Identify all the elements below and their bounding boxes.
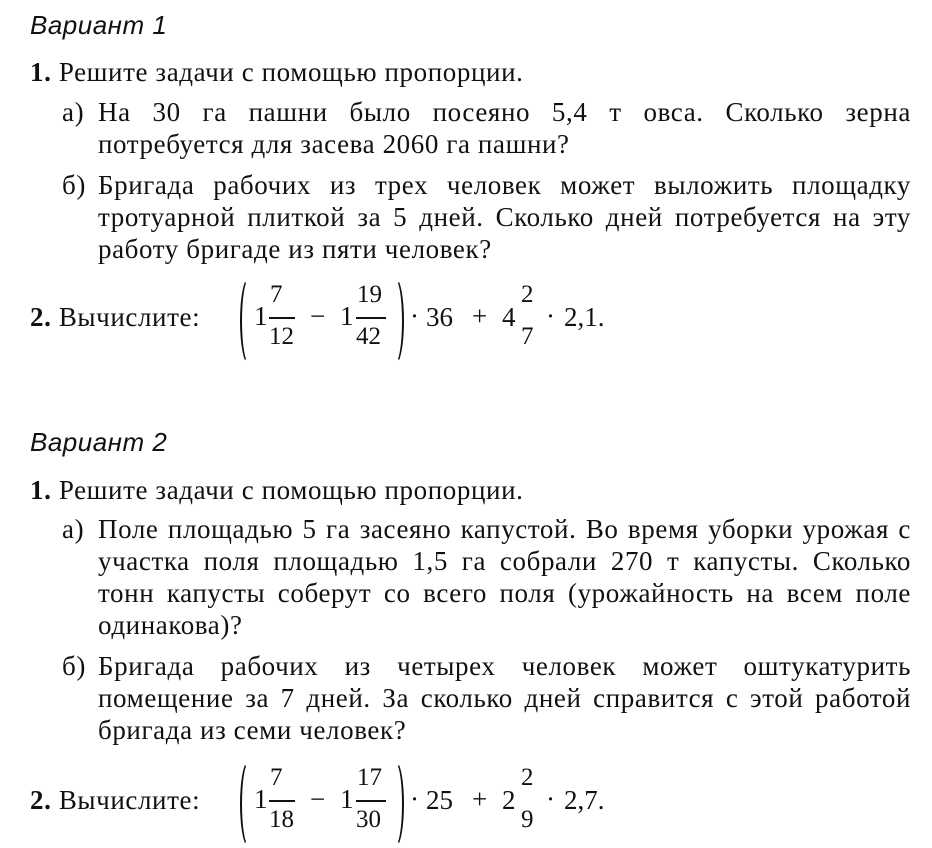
plus-sign: + xyxy=(472,301,488,331)
factor: 36 xyxy=(426,302,453,332)
task-text: Решите задачи с помощью пропорции. xyxy=(58,57,524,87)
mixed-whole: 4 xyxy=(502,302,516,332)
minus-sign: − xyxy=(310,301,326,331)
subtask-b-marker: б) xyxy=(62,651,86,681)
variant-1-expression xyxy=(240,275,640,365)
fraction-bar xyxy=(269,317,295,319)
task-number: 1. xyxy=(30,475,52,505)
mixed-whole: 1 xyxy=(340,301,354,331)
factor: 25 xyxy=(426,785,453,815)
fraction-denominator: 12 xyxy=(269,323,294,350)
mixed-whole: 1 xyxy=(254,784,268,814)
fraction-numerator: 2 xyxy=(521,281,534,308)
variant-1-subtask-a: На 30 га пашни было посеяно 5,4 т овса. Сколько зерна потребуется для засева 2060 га пашни? xyxy=(98,97,911,159)
task-number: 2. xyxy=(30,302,52,332)
variant-2-task-1 xyxy=(30,475,523,506)
task-number: 2. xyxy=(30,785,52,815)
variant-1-title: Вариант 1 xyxy=(30,10,168,40)
minus-sign: − xyxy=(310,784,326,814)
plus-sign: + xyxy=(472,784,488,814)
fraction-numerator: 17 xyxy=(357,764,382,791)
multiply-sign: · xyxy=(410,301,419,331)
factor: 2,1. xyxy=(564,302,605,332)
fraction-bar xyxy=(356,800,386,802)
multiply-sign: · xyxy=(546,301,555,331)
fraction-denominator: 18 xyxy=(269,806,294,833)
variant-1-task-2-label xyxy=(30,302,200,333)
multiply-sign: · xyxy=(546,784,555,814)
multiply-sign: · xyxy=(410,784,419,814)
mixed-whole: 1 xyxy=(340,784,354,814)
fraction-denominator: 9 xyxy=(521,806,534,833)
variant-1-subtask-b: Бригада рабочих из трех человек может выложить площадку тротуарной плиткой за 5 дней. Сколько дней потребуется на эту работу бригаде из пяти человек? xyxy=(98,170,911,264)
variant-2-task-2-label xyxy=(30,785,200,816)
fraction-bar xyxy=(356,317,386,319)
fraction-denominator: 42 xyxy=(356,323,381,350)
variant-1-task-1 xyxy=(30,57,523,88)
fraction-numerator: 7 xyxy=(270,764,283,791)
variant-2-expression xyxy=(240,758,640,848)
fraction-numerator: 19 xyxy=(357,281,382,308)
subtask-a-marker: а) xyxy=(62,97,85,127)
subtask-a-marker: а) xyxy=(62,514,85,544)
variant-2-subtask-b: Бригада рабочих из четырех человек может оштукатурить помещение за 7 дней. За сколько дней справится с этой работой бригада из семи человек? xyxy=(98,651,911,745)
fraction-numerator: 7 xyxy=(270,281,283,308)
variant-2-subtask-a: Поле площадью 5 га засеяно капустой. Во время уборки урожая с участка поля площадью 1,5 га собрали 270 т капусты. Сколько тонн капусты соберут со всего поля (урожайность на всем поле одинакова)? xyxy=(98,514,911,640)
fraction-denominator: 7 xyxy=(521,323,534,350)
task-text: Решите задачи с помощью пропорции. xyxy=(58,475,524,505)
variant-2-title: Вариант 2 xyxy=(30,427,168,457)
mixed-whole: 2 xyxy=(502,785,516,815)
task-number: 1. xyxy=(30,57,52,87)
mixed-whole: 1 xyxy=(254,301,268,331)
task-label: Вычислите: xyxy=(58,785,201,815)
fraction-bar xyxy=(269,800,295,802)
right-paren xyxy=(386,760,404,848)
factor: 2,7. xyxy=(564,785,605,815)
subtask-b-marker: б) xyxy=(62,170,86,200)
fraction-numerator: 2 xyxy=(521,764,534,791)
task-label: Вычислите: xyxy=(58,302,201,332)
right-paren xyxy=(386,277,404,365)
fraction-denominator: 30 xyxy=(356,806,381,833)
